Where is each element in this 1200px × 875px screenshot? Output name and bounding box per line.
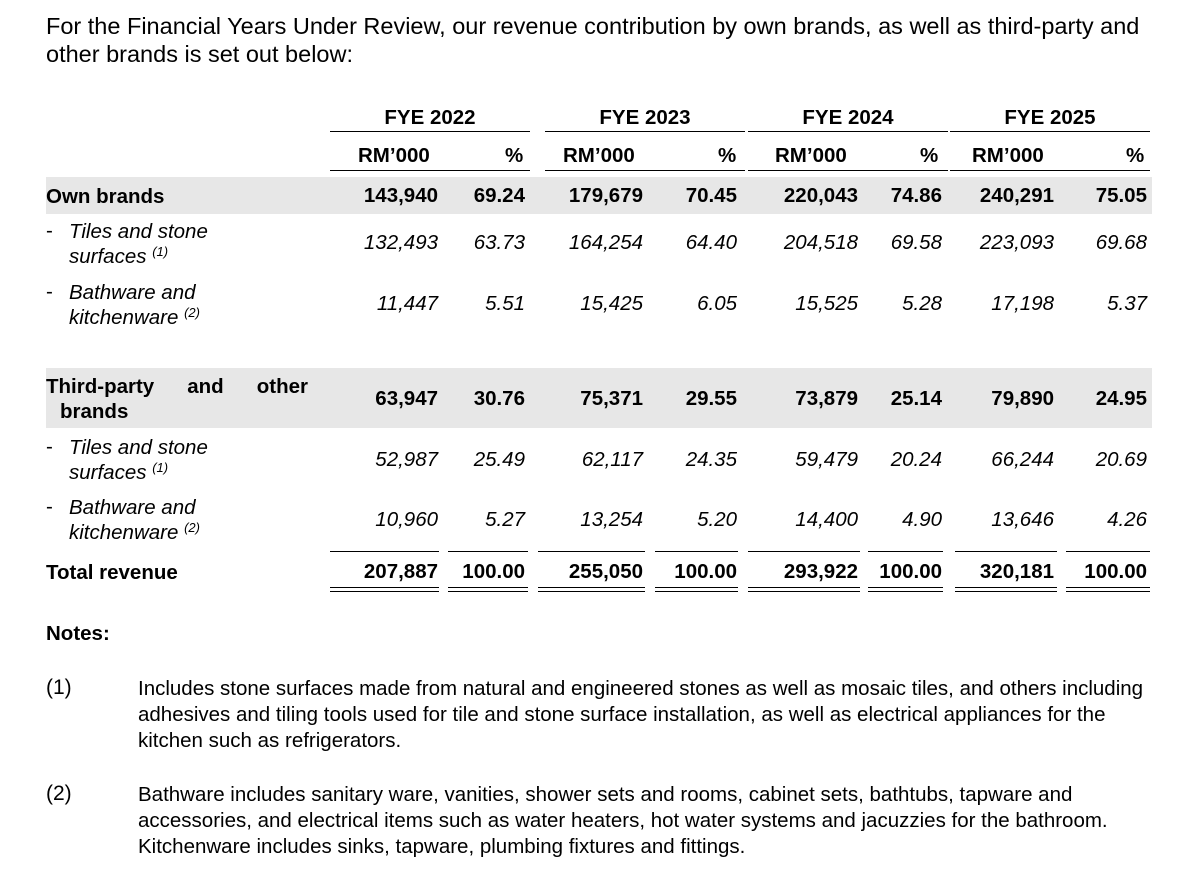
- bullet-dash: -: [46, 219, 53, 242]
- intro-paragraph: For the Financial Years Under Review, our revenue contribution by own brands, as well as third-party and other brands is set out below:: [46, 13, 1140, 67]
- value-cell: 293,922: [783, 560, 858, 583]
- value-cell: 100.00: [674, 560, 737, 583]
- total-top-rule: [955, 551, 1057, 552]
- value-cell: 100.00: [1084, 560, 1147, 583]
- value-cell: 14,400: [795, 508, 858, 531]
- row-label-third-party: Third-party and other brands: [46, 375, 308, 423]
- value-cell: 4.90: [902, 508, 942, 531]
- pct-header: %: [1126, 144, 1145, 167]
- row-label-own-brands: Own brands: [46, 185, 165, 208]
- notes-title: Notes:: [46, 622, 110, 645]
- value-cell: 64.40: [685, 231, 737, 254]
- value-cell: 29.55: [685, 387, 737, 410]
- total-top-rule: [748, 551, 860, 552]
- total-double-rule: [955, 587, 1057, 592]
- value-cell: 17,198: [991, 292, 1054, 315]
- value-cell: 20.24: [890, 448, 942, 471]
- total-double-rule: [538, 587, 645, 592]
- pct-header: %: [718, 144, 737, 167]
- value-cell: 6.05: [697, 292, 737, 315]
- value-cell: 240,291: [979, 184, 1054, 207]
- total-top-rule: [655, 551, 738, 552]
- total-top-rule: [330, 551, 439, 552]
- total-double-rule: [1066, 587, 1150, 592]
- pct-header: %: [505, 144, 524, 167]
- value-cell: 69.58: [890, 231, 942, 254]
- value-cell: 4.26: [1107, 508, 1147, 531]
- note-ref: (2): [184, 520, 200, 535]
- value-cell: 15,525: [795, 292, 858, 315]
- value-cell: 132,493: [363, 231, 438, 254]
- value-cell: 63.73: [473, 231, 525, 254]
- header-rule: [330, 170, 530, 171]
- value-cell: 320,181: [979, 560, 1054, 583]
- header-rule: [748, 170, 948, 171]
- year-header-2024: FYE 2024: [802, 106, 894, 129]
- value-cell: 164,254: [568, 231, 643, 254]
- value-cell: 13,254: [580, 508, 643, 531]
- value-cell: 5.28: [902, 292, 942, 315]
- note-ref: (1): [152, 460, 169, 475]
- year-header-2025: FYE 2025: [1004, 106, 1096, 129]
- value-cell: 69.68: [1095, 231, 1147, 254]
- value-cell: 207,887: [363, 560, 438, 583]
- note-text: Includes stone surfaces made from natural and engineered stones as well as mosaic tiles, and others including adhesives and tiling tools used for tile and stone surface installation, as well as electrical appliances for the kitchen such as refrigerators.: [138, 677, 1144, 752]
- year-header-2023: FYE 2023: [599, 106, 691, 129]
- unit-header: RM’000: [358, 144, 430, 167]
- value-cell: 25.49: [473, 448, 525, 471]
- value-cell: 255,050: [568, 560, 643, 583]
- value-cell: 223,093: [979, 231, 1054, 254]
- pct-header: %: [920, 144, 939, 167]
- total-double-rule: [748, 587, 860, 592]
- value-cell: 204,518: [783, 231, 858, 254]
- total-double-rule: [868, 587, 943, 592]
- row-label-own-tiles: Tiles and stone surfaces $^{(1)}$: [69, 220, 208, 268]
- value-cell: 5.27: [485, 508, 525, 531]
- value-cell: 63,947: [375, 387, 438, 410]
- year-rule: [330, 131, 530, 132]
- value-cell: 5.37: [1107, 292, 1147, 315]
- value-cell: 69.24: [473, 184, 525, 207]
- total-top-rule: [868, 551, 943, 552]
- total-double-rule: [330, 587, 439, 592]
- value-cell: 11,447: [376, 292, 438, 315]
- bullet-dash: -: [46, 495, 53, 518]
- value-cell: 13,646: [991, 508, 1054, 531]
- year-rule: [950, 131, 1150, 132]
- value-cell: 59,479: [795, 448, 858, 471]
- total-double-rule: [448, 587, 528, 592]
- note-text: Bathware includes sanitary ware, vanities, shower sets and rooms, cabinet sets, bathtubs, tapware and accessories, and electrical items such as water heaters, hot water systems and jacuzzies for the bathroom. Kitchenware includes sinks, tapware, plumbing fixtures and fittings.: [138, 783, 1108, 858]
- note-number: (2): [46, 782, 72, 805]
- value-cell: 5.20: [697, 508, 737, 531]
- value-cell: 24.95: [1095, 387, 1147, 410]
- value-cell: 20.69: [1095, 448, 1147, 471]
- value-cell: 73,879: [795, 387, 858, 410]
- value-cell: 79,890: [991, 387, 1054, 410]
- total-top-rule: [1066, 551, 1150, 552]
- value-cell: 62,117: [581, 448, 643, 471]
- row-label-third-tiles: Tiles and stone surfaces $^{(1)}$: [69, 436, 208, 484]
- header-rule: [545, 170, 745, 171]
- row-label-third-bath: Bathware and kitchenware $^{(2)}$: [69, 496, 200, 544]
- value-cell: 30.76: [473, 387, 525, 410]
- bullet-dash: -: [46, 435, 53, 458]
- total-top-rule: [448, 551, 528, 552]
- value-cell: 15,425: [580, 292, 643, 315]
- value-cell: 5.51: [485, 292, 525, 315]
- total-top-rule: [538, 551, 645, 552]
- value-cell: 52,987: [375, 448, 438, 471]
- note-number: (1): [46, 676, 72, 699]
- value-cell: 100.00: [462, 560, 525, 583]
- value-cell: 75,371: [580, 387, 643, 410]
- value-cell: 143,940: [363, 184, 438, 207]
- value-cell: 74.86: [890, 184, 942, 207]
- bullet-dash: -: [46, 280, 53, 303]
- unit-header: RM’000: [972, 144, 1044, 167]
- unit-header: RM’000: [775, 144, 847, 167]
- note-ref: (2): [184, 305, 200, 320]
- value-cell: 100.00: [879, 560, 942, 583]
- row-label-own-bath: Bathware and kitchenware $^{(2)}$: [69, 281, 200, 329]
- header-rule: [950, 170, 1150, 171]
- value-cell: 70.45: [685, 184, 737, 207]
- value-cell: 220,043: [783, 184, 858, 207]
- value-cell: 75.05: [1095, 184, 1147, 207]
- value-cell: 25.14: [890, 387, 942, 410]
- unit-header: RM’000: [563, 144, 635, 167]
- total-double-rule: [655, 587, 738, 592]
- year-rule: [748, 131, 948, 132]
- year-header-2022: FYE 2022: [384, 106, 476, 129]
- value-cell: 179,679: [568, 184, 643, 207]
- row-label-total-revenue: Total revenue: [46, 561, 178, 584]
- value-cell: 10,960: [375, 508, 438, 531]
- value-cell: 24.35: [685, 448, 737, 471]
- value-cell: 66,244: [991, 448, 1054, 471]
- year-rule: [545, 131, 745, 132]
- note-ref: (1): [152, 244, 169, 259]
